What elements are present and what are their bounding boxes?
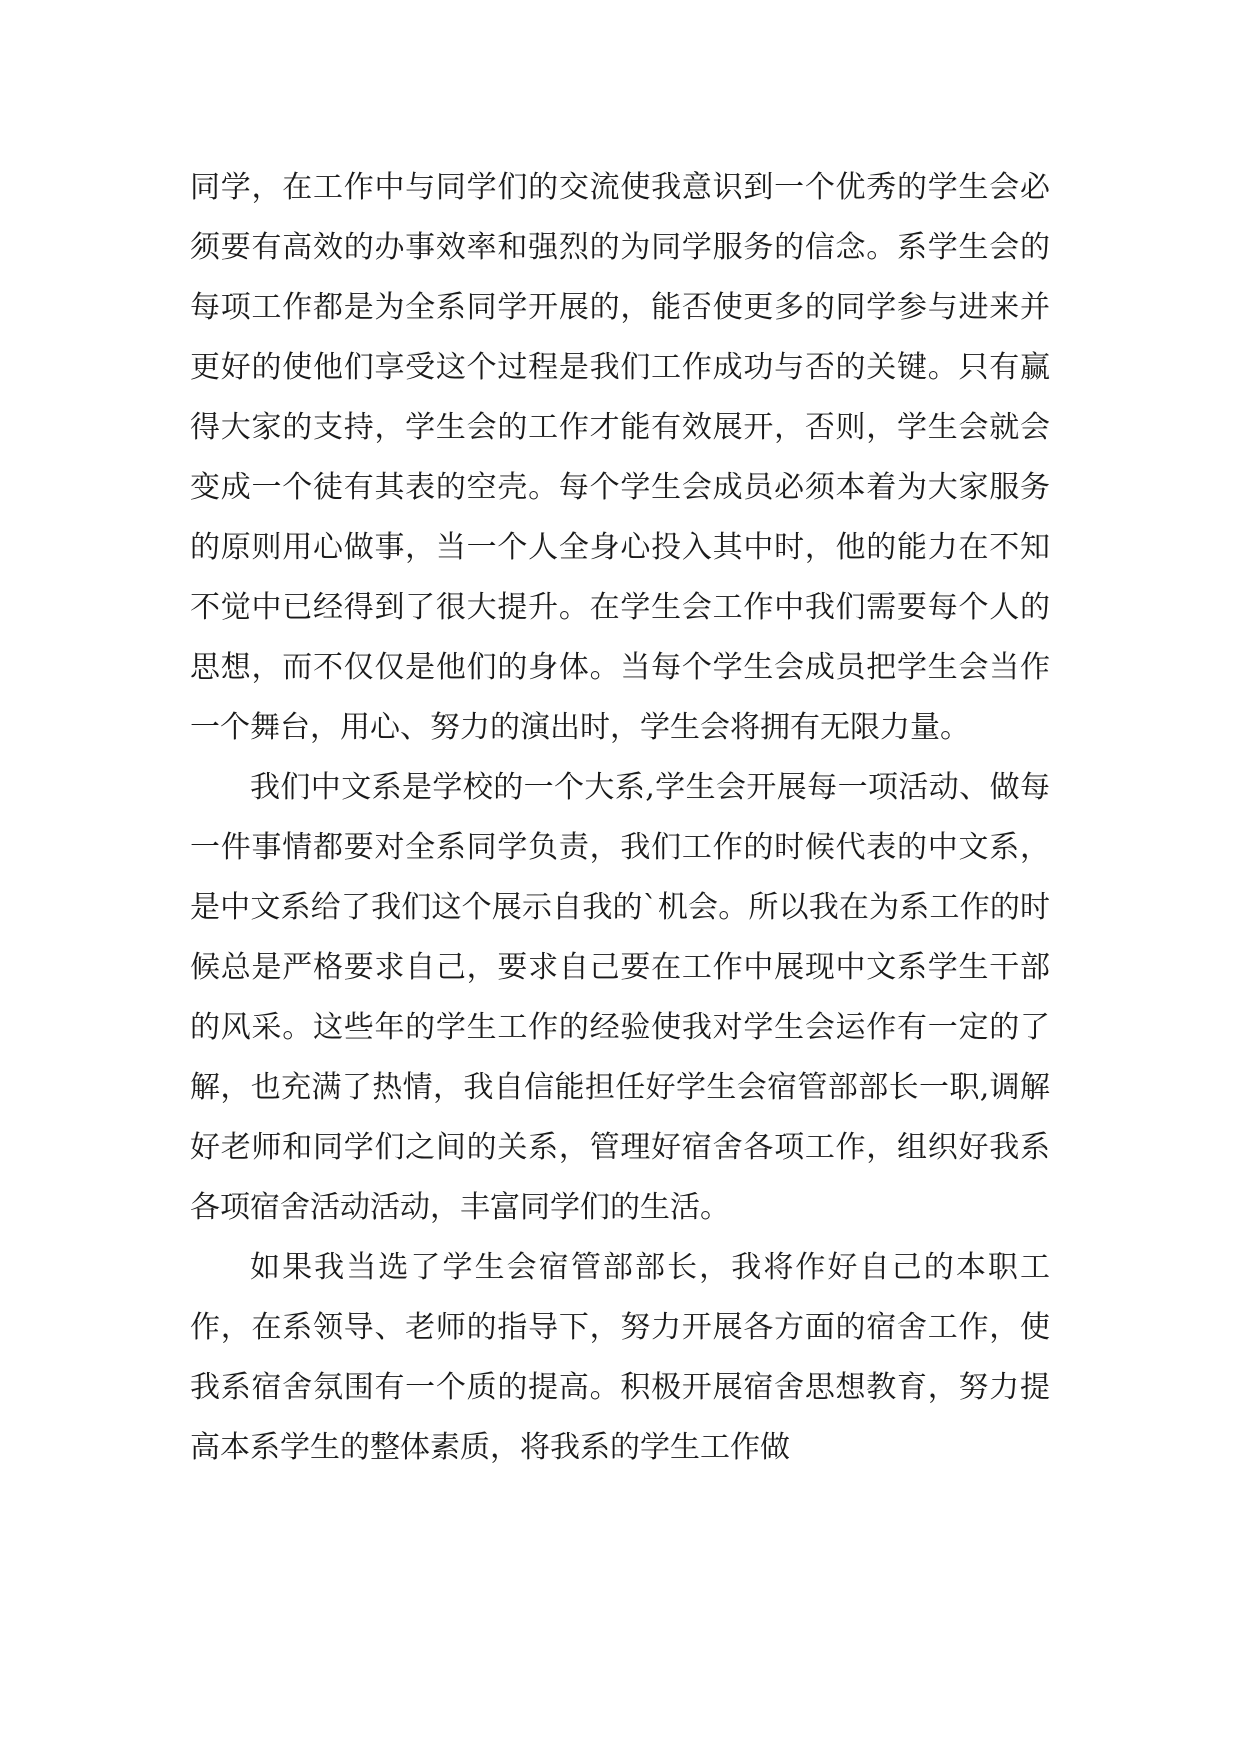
document-body [190,158,1050,1478]
paragraph-3: 如果我当选了学生会宿管部部长，我将作好自己的本职工作，在系领导、老师的指导下，努力开展各方面的宿舍工作，使我系宿舍氛围有一个质的提高。积极开展宿舍思想教育，努力提高本系学生的整体素质，将我系的学生工作做 [190,1250,1050,1465]
paragraph-2: 我们中文系是学校的一个大系,学生会开展每一项活动、做每一件事情都要对全系同学负责，我们工作的时候代表的中文系，是中文系给了我们这个展示自我的`机会。所以我在为系工作的时候总是严格要求自己，要求自己要在工作中展现中文系学生干部的风采。这些年的学生工作的经验使我对学生会运作有一定的了解，也充满了热情，我自信能担任好学生会宿管部部长一职,调解好老师和同学们之间的关系，管理好宿舍各项工作，组织好我系各项宿舍活动活动，丰富同学们的生活。 [190,770,1050,1225]
paragraph-1: 同学，在工作中与同学们的交流使我意识到一个优秀的学生会必须要有高效的办事效率和强烈的为同学服务的信念。系学生会的每项工作都是为全系同学开展的，能否使更多的同学参与进来并更好的使他们享受这个过程是我们工作成功与否的关键。只有赢得大家的支持，学生会的工作才能有效展开，否则，学生会就会变成一个徒有其表的空壳。每个学生会成员必须本着为大家服务的原则用心做事，当一个人全身心投入其中时，他的能力在不知不觉中已经得到了很大提升。在学生会工作中我们需要每个人的思想，而不仅仅是他们的身体。当每个学生会成员把学生会当作一个舞台，用心、努力的演出时，学生会将拥有无限力量。 [190,170,1050,745]
